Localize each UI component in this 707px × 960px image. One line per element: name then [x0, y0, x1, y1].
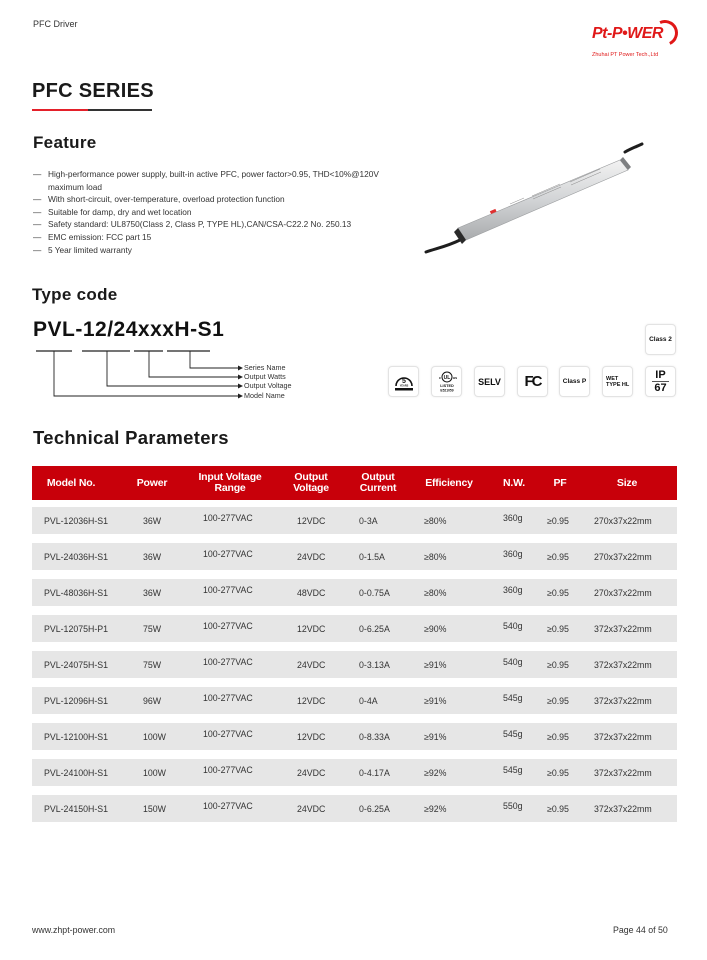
page-number: Page 44 of 50: [613, 925, 668, 935]
cell-output-voltage: 12VDC: [297, 695, 326, 706]
cell-efficiency: ≥92%: [424, 803, 447, 814]
dash-bullet-icon: —: [33, 219, 42, 230]
cell-efficiency: ≥90%: [424, 623, 447, 634]
cell-size: 270x37x22mm: [594, 551, 652, 562]
header-label: PFC Driver: [33, 19, 78, 29]
logo-brand: Pt-P•WER: [592, 25, 663, 42]
cell-pf: ≥0.95: [547, 803, 569, 814]
cell-output-voltage: 24VDC: [297, 767, 326, 778]
cell-power: 36W: [143, 587, 162, 598]
feature-item: — 5 Year limited warranty: [33, 244, 132, 255]
svg-text:c: c: [438, 375, 441, 380]
type-code-connector-lines: [30, 345, 250, 405]
cell-output-voltage: 24VDC: [297, 551, 326, 562]
column-header-output-current: Output Current: [359, 471, 397, 494]
column-header-input-voltage: Input Voltage Range: [198, 471, 262, 494]
ip67-icon: IP 67: [645, 366, 676, 397]
svg-text:UL: UL: [443, 374, 450, 381]
cell-pf: ≥0.95: [547, 731, 569, 742]
cell-efficiency: ≥92%: [424, 767, 447, 778]
column-header-efficiency: Efficiency: [425, 476, 473, 489]
cell-output-current: 0-8.33A: [359, 731, 390, 742]
cell-nw: 545g: [503, 728, 523, 739]
cell-output-voltage: 24VDC: [297, 659, 326, 670]
diagram-label-series: Series Name: [244, 363, 286, 372]
warranty-5-year-icon: [388, 366, 419, 397]
cell-power: 75W: [143, 623, 162, 634]
column-header-power: Power: [136, 476, 168, 489]
dash-bullet-icon: —: [33, 169, 42, 179]
cell-efficiency: ≥80%: [424, 551, 447, 562]
table-row: [32, 759, 677, 786]
dash-bullet-icon: —: [33, 244, 42, 255]
product-image: [420, 140, 650, 260]
cell-output-current: 0-0.75A: [359, 587, 390, 598]
cell-output-current: 0-6.25A: [359, 803, 390, 814]
cell-model: PVL-48036H-S1: [44, 587, 109, 598]
table-header: [32, 466, 677, 500]
cell-input-voltage: 100-277VAC: [203, 548, 253, 559]
cell-efficiency: ≥80%: [424, 515, 447, 526]
cell-power: 75W: [143, 659, 162, 670]
cell-nw: 360g: [503, 584, 523, 595]
cell-efficiency: ≥80%: [424, 587, 447, 598]
cell-pf: ≥0.95: [547, 659, 569, 670]
page-title: PFC SERIES: [32, 80, 154, 102]
cell-output-current: 0-3A: [359, 515, 378, 526]
selv-icon: SELV: [474, 366, 505, 397]
cell-output-current: 0-1.5A: [359, 551, 385, 562]
cell-nw: 545g: [503, 692, 523, 703]
feature-item: — With short-circuit, over-temperature, overload protection function: [33, 194, 285, 205]
table-row: [32, 615, 677, 642]
svg-text:E521059: E521059: [439, 388, 454, 392]
cell-input-voltage: 100-277VAC: [203, 584, 253, 595]
cell-model: PVL-24075H-S1: [44, 659, 109, 670]
footer-website-link[interactable]: www.zhpt-power.com: [32, 925, 116, 935]
wet-type-hl-icon: WET TYPE HL: [602, 366, 633, 397]
feature-item: — Safety standard: UL8750(Class 2, Class P, TYPE HL),CAN/CSA-C22.2 No. 250.13: [33, 219, 352, 230]
table-row: [32, 723, 677, 750]
svg-text:LISTED: LISTED: [439, 383, 454, 388]
cell-nw: 545g: [503, 764, 523, 775]
cell-model: PVL-12075H-P1: [44, 623, 109, 634]
cell-model: PVL-24036H-S1: [44, 551, 109, 562]
cell-power: 100W: [143, 767, 166, 778]
table-row: [32, 795, 677, 822]
cell-output-current: 0-6.25A: [359, 623, 390, 634]
cell-efficiency: ≥91%: [424, 731, 447, 742]
diagram-label-voltage: Output Voltage: [244, 381, 292, 390]
svg-text:5: 5: [401, 377, 406, 385]
cell-model: PVL-24100H-S1: [44, 767, 109, 778]
cell-nw: 540g: [503, 656, 523, 667]
cell-size: 372x37x22mm: [594, 767, 652, 778]
column-header-model: Model No.: [46, 476, 96, 489]
cell-nw: 360g: [503, 512, 523, 523]
table-row: [32, 543, 677, 570]
cell-pf: ≥0.95: [547, 587, 569, 598]
class2-badge-icon: Class 2: [645, 324, 676, 355]
cell-pf: ≥0.95: [547, 551, 569, 562]
cell-output-current: 0-3.13A: [359, 659, 390, 670]
diagram-label-watts: Output Watts: [244, 372, 286, 381]
cell-size: 372x37x22mm: [594, 803, 652, 814]
dash-bullet-icon: —: [33, 206, 42, 217]
svg-text:us: us: [452, 375, 457, 380]
cell-input-voltage: 100-277VAC: [203, 620, 253, 631]
cell-model: PVL-12036H-S1: [44, 515, 109, 526]
logo-company: Zhuhai PT Power Tech.,Ltd: [592, 52, 659, 58]
column-header-pf: PF: [553, 476, 567, 489]
cell-size: 372x37x22mm: [594, 623, 652, 634]
cell-input-voltage: 100-277VAC: [203, 728, 253, 739]
cell-size: 372x37x22mm: [594, 731, 652, 742]
feature-heading: Feature: [33, 133, 97, 152]
feature-item: — High-performance power supply, built-in active PFC, power factor>0.95, THD<10%@120V maximum load: [33, 169, 379, 192]
ul-listed-icon: [431, 366, 462, 397]
cell-nw: 540g: [503, 620, 523, 631]
class-p-icon: Class P: [559, 366, 590, 397]
cell-power: 36W: [143, 551, 162, 562]
feature-item: — EMC emission: FCC part 15: [33, 231, 152, 242]
svg-text:YEARS: YEARS: [399, 384, 408, 387]
title-underline: [88, 109, 152, 111]
feature-item: — Suitable for damp, dry and wet location: [33, 206, 192, 217]
cell-pf: ≥0.95: [547, 623, 569, 634]
cell-nw: 550g: [503, 800, 523, 811]
type-code-heading: Type code: [32, 285, 118, 304]
technical-parameters-heading: Technical Parameters: [33, 427, 229, 448]
cell-model: PVL-12100H-S1: [44, 731, 109, 742]
fcc-icon: FC: [517, 366, 548, 397]
table-row: [32, 687, 677, 714]
company-logo: [590, 20, 690, 64]
cell-model: PVL-12096H-S1: [44, 695, 109, 706]
cell-pf: ≥0.95: [547, 695, 569, 706]
cell-efficiency: ≥91%: [424, 695, 447, 706]
column-header-size: Size: [616, 476, 638, 489]
cell-output-current: 0-4A: [359, 695, 378, 706]
cell-size: 270x37x22mm: [594, 587, 652, 598]
cell-output-current: 0-4.17A: [359, 767, 390, 778]
cell-input-voltage: 100-277VAC: [203, 692, 253, 703]
cell-input-voltage: 100-277VAC: [203, 800, 253, 811]
diagram-label-model: Model Name: [244, 391, 285, 400]
cell-size: 372x37x22mm: [594, 659, 652, 670]
cell-input-voltage: 100-277VAC: [203, 512, 253, 523]
cell-input-voltage: 100-277VAC: [203, 764, 253, 775]
cell-output-voltage: 12VDC: [297, 623, 326, 634]
technical-parameters-table: [32, 466, 677, 814]
feature-list: [33, 168, 393, 256]
dash-bullet-icon: —: [33, 231, 42, 242]
table-row: [32, 579, 677, 606]
cell-power: 150W: [143, 803, 166, 814]
cell-size: 270x37x22mm: [594, 515, 652, 526]
table-row: [32, 651, 677, 678]
cell-output-voltage: 12VDC: [297, 515, 326, 526]
cell-output-voltage: 48VDC: [297, 587, 326, 598]
cell-output-voltage: 24VDC: [297, 803, 326, 814]
cell-output-voltage: 12VDC: [297, 731, 326, 742]
title-underline-accent: [32, 109, 88, 111]
dash-bullet-icon: —: [33, 194, 42, 205]
cell-power: 96W: [143, 695, 162, 706]
table-row: [32, 507, 677, 534]
type-code-diagram: [30, 345, 330, 405]
cell-nw: 360g: [503, 548, 523, 559]
cell-efficiency: ≥91%: [424, 659, 447, 670]
column-header-nw: N.W.: [503, 476, 525, 489]
cell-size: 372x37x22mm: [594, 695, 652, 706]
cell-model: PVL-24150H-S1: [44, 803, 109, 814]
cell-pf: ≥0.95: [547, 767, 569, 778]
column-header-output-voltage: Output Voltage: [293, 471, 329, 494]
cell-power: 36W: [143, 515, 162, 526]
type-code-model: PVL-12/24xxxH-S1: [33, 318, 225, 341]
cell-pf: ≥0.95: [547, 515, 569, 526]
cell-input-voltage: 100-277VAC: [203, 656, 253, 667]
cell-power: 100W: [143, 731, 166, 742]
